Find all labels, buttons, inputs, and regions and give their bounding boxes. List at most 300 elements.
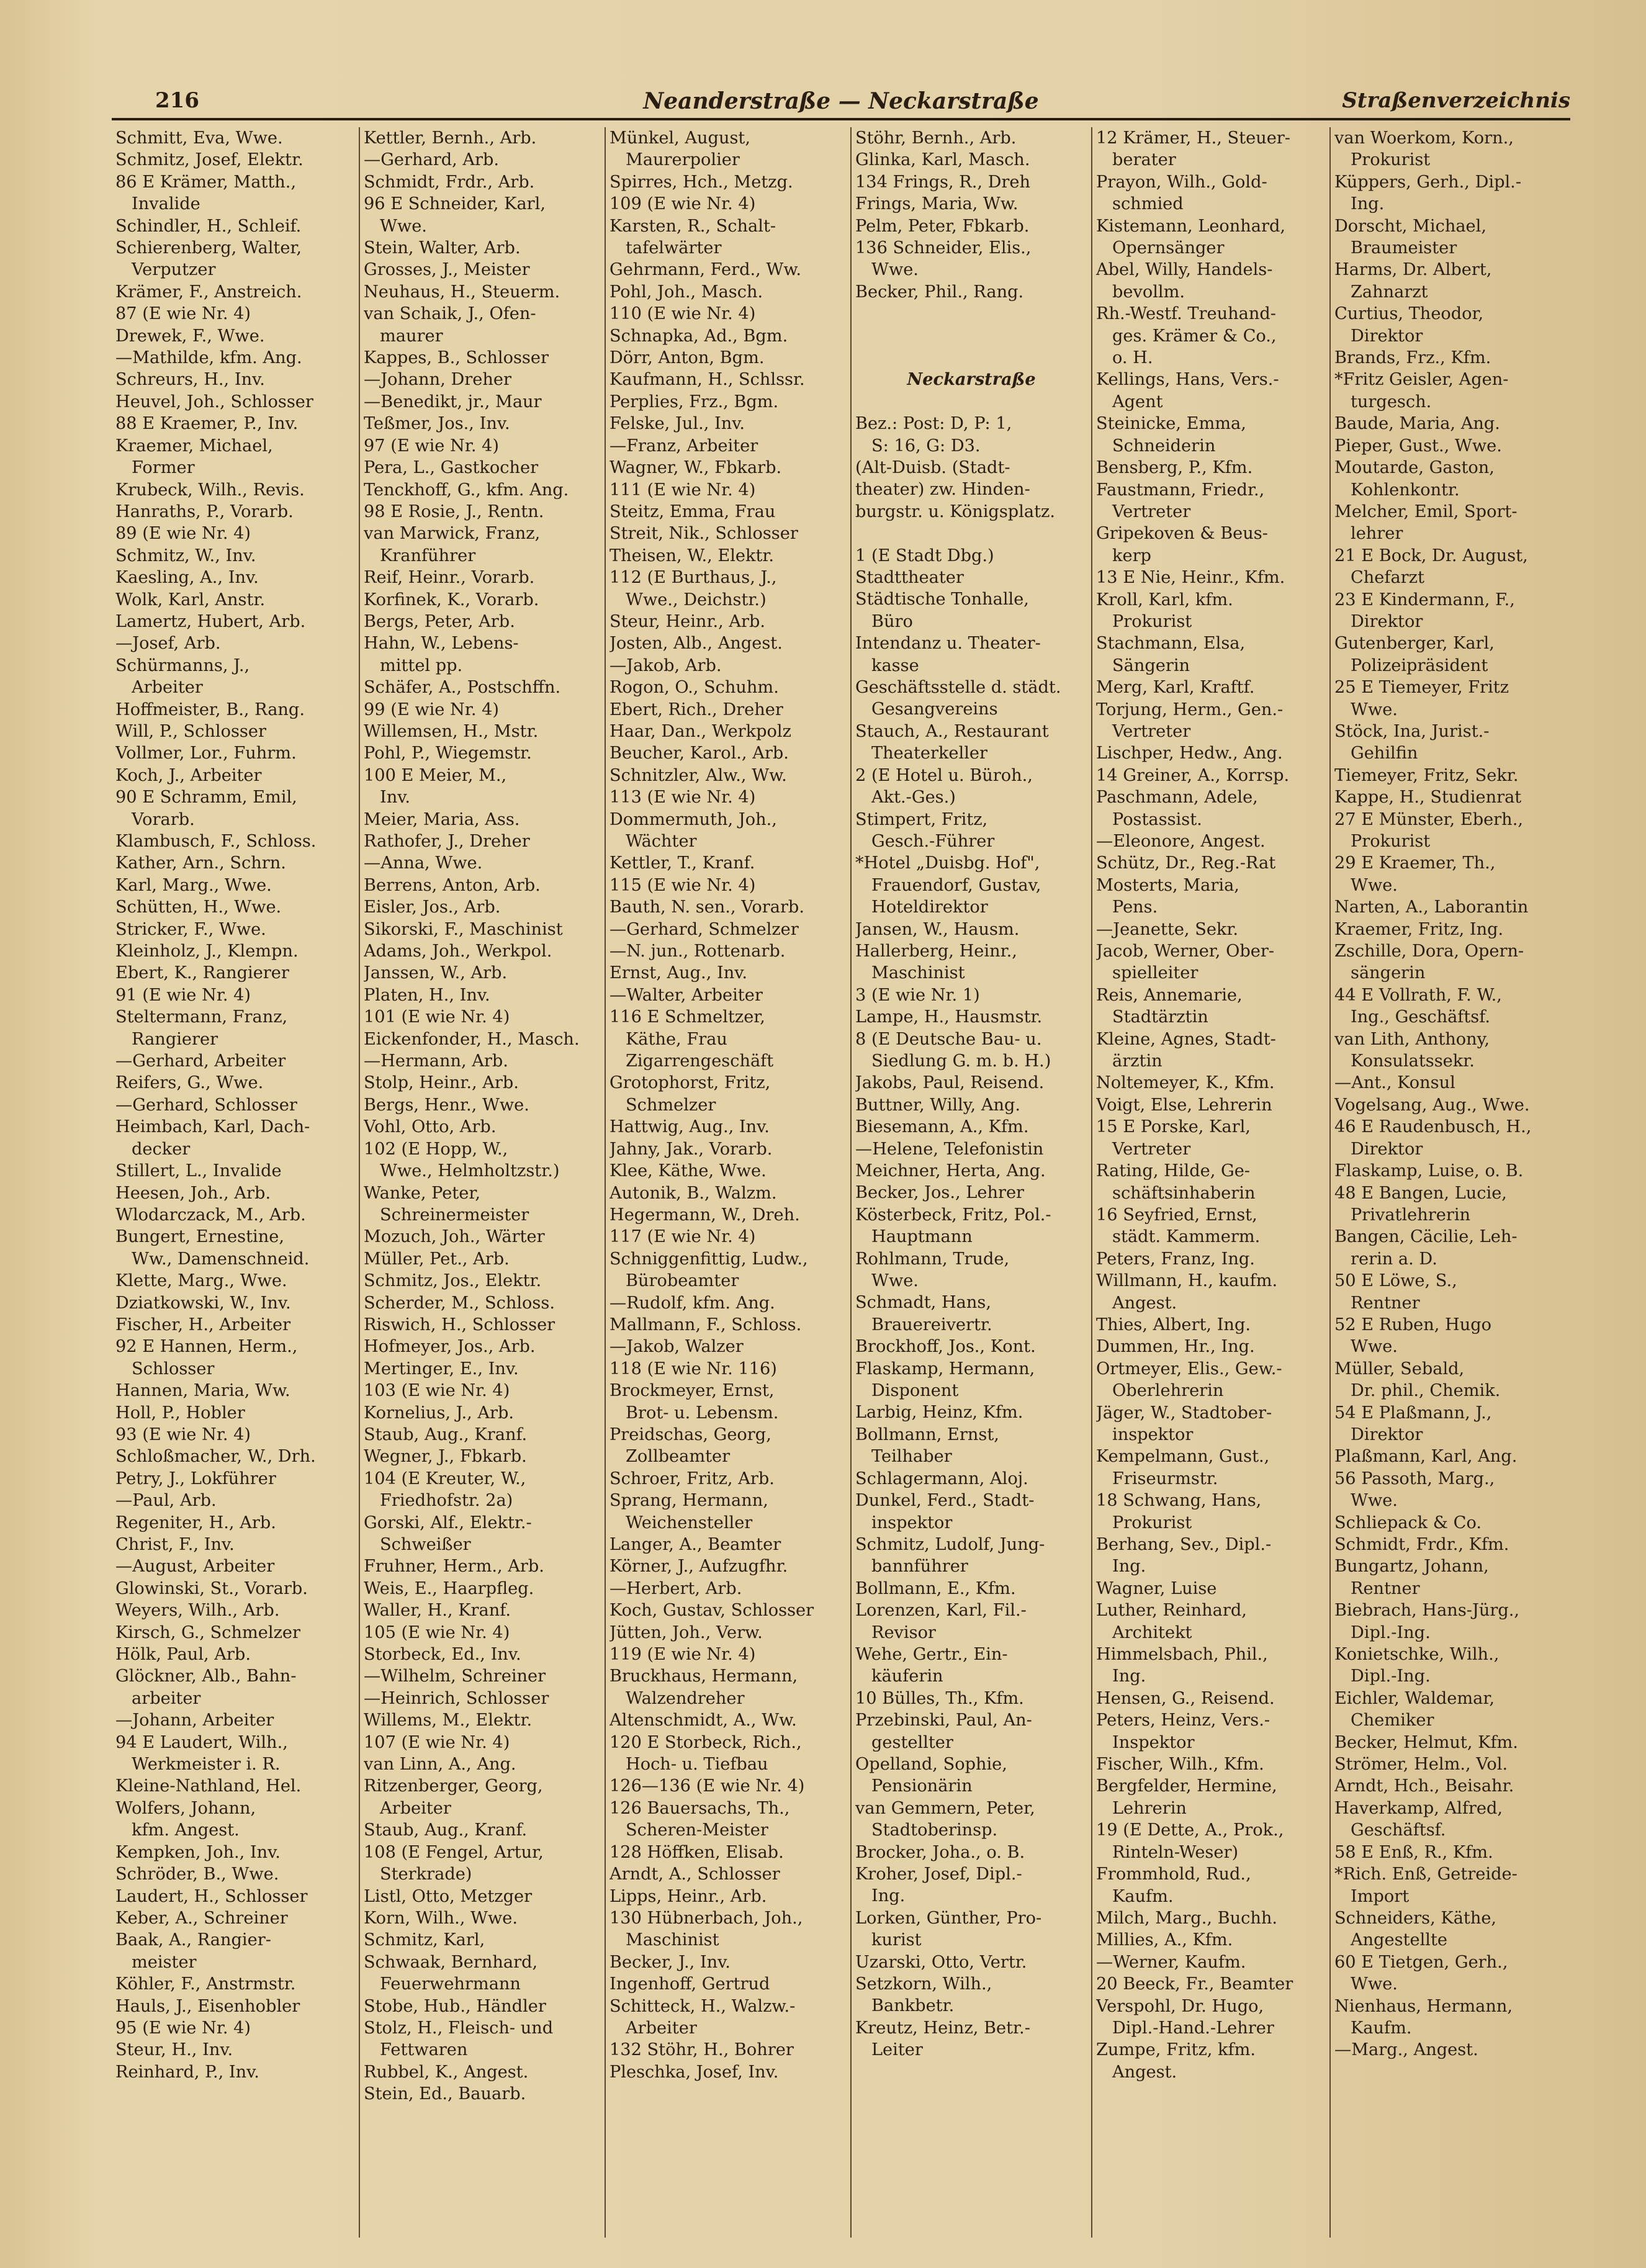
directory-entry-line: Vertreter [1112, 502, 1191, 521]
directory-entry-line: städt. Kammerm. [1112, 1227, 1261, 1247]
directory-entry-line: Ing. [1351, 194, 1385, 214]
directory-entry-line: Gripekoven & Beus- [1096, 524, 1268, 544]
directory-entry-line: Schneiderin [1112, 436, 1216, 456]
directory-entry-line: Konietschke, Wilh., [1334, 1645, 1500, 1665]
directory-entry-line: Schloßmacher, W., Drh. [115, 1447, 316, 1467]
directory-entry-line: Noltemeyer, K., Kfm. [1096, 1073, 1275, 1093]
directory-entry-line: 100 E Meier, M., [364, 765, 507, 785]
directory-entry-line: Becker, J., Inv. [609, 1952, 731, 1972]
directory-entry-line: Bergfelder, Hermine, [1096, 1776, 1277, 1796]
directory-entry-line: —Heinrich, Schlosser [364, 1688, 549, 1708]
directory-entry-line: Bankbetr. [871, 1996, 955, 2016]
directory-entry-line: Ing. [1112, 1557, 1146, 1577]
column-1 [112, 127, 346, 2238]
directory-entry-line: Brocker, Joha., o. B. [855, 1842, 1025, 1862]
directory-entry-line: Rangierer [132, 1029, 218, 1049]
directory-entry-line: Schmelzer [626, 1095, 716, 1115]
directory-entry-line: Stillert, L., Invalide [115, 1161, 282, 1181]
directory-entry-line: Bungert, Ernestine, [115, 1227, 284, 1247]
directory-entry-line: Regeniter, H., Arb. [115, 1513, 276, 1532]
directory-entry-line: Lehrerin [1112, 1798, 1187, 1818]
directory-entry-line: 119 (E wie Nr. 4) [609, 1645, 756, 1665]
directory-entry-line: Kistemann, Leonhard, [1096, 216, 1286, 236]
directory-entry-line: Siedlung G. m. b. H.) [871, 1051, 1051, 1071]
directory-entry-line: Pieper, Gust., Wwe. [1334, 436, 1502, 456]
directory-entry-line: Hölk, Paul, Arb. [115, 1645, 251, 1665]
directory-entry-line: Gutenberger, Karl, [1334, 634, 1495, 654]
directory-entry-line: Willems, M., Elektr. [364, 1711, 533, 1730]
directory-entry-line: Verspohl, Dr. Hugo, [1096, 1996, 1264, 2016]
directory-entry-line: Preidschas, Georg, [609, 1424, 771, 1444]
directory-entry-line: Chefarzt [1351, 568, 1424, 588]
directory-entry-line: Wwe. [1351, 1491, 1398, 1511]
directory-entry-line: Import [1351, 1886, 1410, 1906]
directory-entry-line: Mozuch, Joh., Wärter [364, 1227, 545, 1247]
directory-entry-line: Geschäftsf. [1351, 1820, 1446, 1840]
directory-entry-line: Drewek, F., Wwe. [115, 326, 265, 346]
directory-entry-line: Strömer, Helm., Vol. [1334, 1755, 1508, 1775]
directory-entry-line: Steinicke, Emma, [1096, 414, 1246, 434]
directory-entry-line: Torjung, Herm., Gen.- [1096, 700, 1284, 719]
directory-entry-line: Schniggenfittig, Ludw., [609, 1249, 808, 1269]
directory-entry-line: Bangen, Cäcilie, Leh- [1334, 1227, 1518, 1247]
directory-entry-line: 102 (E Hopp, W., [364, 1139, 508, 1159]
directory-entry-line: Schliepack & Co. [1334, 1513, 1482, 1532]
directory-entry-line: spielleiter [1112, 963, 1199, 983]
directory-entry-line: 29 E Kraemer, Th., [1334, 853, 1496, 873]
directory-entry-line: Janssen, W., Arb. [364, 963, 508, 983]
directory-entry-line: Bollmann, E., Kfm. [855, 1578, 1016, 1598]
directory-entry-line: gestellter [871, 1732, 953, 1752]
directory-entry-line: Direktor [1351, 1139, 1423, 1159]
directory-entry-line: Buttner, Willy, Ang. [855, 1095, 1021, 1115]
directory-entry-line: —Walter, Arbeiter [609, 985, 763, 1005]
directory-entry-line: Hannen, Maria, Ww. [115, 1381, 290, 1401]
directory-entry-line: 105 (E wie Nr. 4) [364, 1622, 510, 1642]
directory-entry-line: Korfinek, K., Vorarb. [364, 590, 539, 610]
directory-entry-line: Former [132, 458, 195, 478]
directory-entry-line: 108 (E Fengel, Artur, [364, 1842, 544, 1862]
directory-entry-line: —August, Arbeiter [115, 1557, 275, 1577]
directory-entry-line: Fischer, Wilh., Kfm. [1096, 1755, 1264, 1775]
directory-entry-line: Rating, Hilde, Ge- [1096, 1161, 1250, 1181]
directory-entry-line: arbeiter [132, 1688, 201, 1708]
directory-entry-line: 18 Schwang, Hans, [1096, 1491, 1262, 1511]
directory-entry-line: —Marg., Angest. [1334, 2040, 1478, 2060]
directory-entry-line: Wwe. [1351, 875, 1398, 895]
directory-entry-line: Zollbeamter [626, 1447, 731, 1467]
directory-entry-line: 14 Greiner, A., Korrsp. [1096, 765, 1290, 785]
directory-entry-line: Schitteck, H., Walzw.- [609, 1996, 796, 2016]
directory-entry-line: Klambusch, F., Schloss. [115, 832, 317, 851]
directory-entry-line: Hallerberg, Heinr., [855, 941, 1017, 961]
directory-entry-line: Weis, E., Haarpfleg. [364, 1578, 534, 1598]
directory-entry-line: Opelland, Sophie, [855, 1754, 1007, 1774]
directory-entry-line: Willmann, H., kaufm. [1096, 1271, 1278, 1291]
directory-entry-line: Schneiders, Käthe, [1334, 1908, 1497, 1928]
directory-entry-line: Krubeck, Wilh., Revis. [115, 480, 305, 500]
directory-entry-line: —Gerhard, Arbeiter [115, 1051, 286, 1071]
directory-entry-line: Maschinist [871, 963, 965, 983]
directory-entry-line: Stöhr, Bernh., Arb. [855, 128, 1017, 148]
directory-entry-line: Bollmann, Ernst, [855, 1424, 999, 1444]
directory-entry-line: Jütten, Joh., Verw. [609, 1622, 763, 1642]
directory-entry-line: Hoffmeister, B., Rang. [115, 700, 305, 719]
directory-entry-line: Gorski, Alf., Elektr.- [364, 1513, 532, 1532]
directory-entry-line: tafelwärter [626, 238, 722, 258]
directory-entry-line: Angestellte [1351, 1930, 1448, 1950]
directory-entry-line: —Johann, Dreher [364, 370, 511, 390]
directory-entry-line: 20 Beeck, Fr., Beamter [1096, 1974, 1293, 1994]
directory-entry-line: Kaufm. [1351, 2018, 1412, 2038]
directory-entry-line: Stöck, Ina, Jurist.- [1334, 721, 1490, 741]
directory-entry-line [855, 347, 1087, 369]
directory-entry-line: Stricker, F., Wwe. [115, 919, 266, 939]
directory-entry-line: Faustmann, Friedr., [1096, 480, 1265, 500]
directory-entry-line: Felske, Jul., Inv. [609, 414, 745, 434]
directory-entry-line: Brockmeyer, Ernst, [609, 1381, 775, 1401]
directory-entry-line: Arndt, A., Schlosser [609, 1865, 780, 1884]
directory-entry-line: Dörr, Anton, Bgm. [609, 348, 765, 368]
directory-entry-line: 54 E Plaßmann, J., [1334, 1403, 1492, 1423]
directory-entry-line: Stadtoberinsp. [871, 1820, 998, 1840]
directory-entry-line: —Gerhard, Schmelzer [609, 919, 799, 939]
directory-entry-line: Ebert, K., Rangierer [115, 963, 289, 983]
directory-entry-line: 109 (E wie Nr. 4) [609, 194, 756, 214]
directory-entry-line: Keber, A., Schreiner [115, 1908, 288, 1928]
directory-entry-line: Lipps, Heinr., Arb. [609, 1886, 767, 1906]
directory-entry-line: Friedhofstr. 2a) [380, 1491, 513, 1511]
directory-entry-line: inspektor [871, 1513, 953, 1532]
directory-entry-line: —Rudolf, kfm. Ang. [609, 1293, 775, 1313]
directory-entry-line: Rentner [1351, 1293, 1420, 1313]
directory-entry-line: Hattwig, Aug., Inv. [609, 1117, 770, 1137]
directory-entry-line: 92 E Hannen, Herm., [115, 1337, 298, 1357]
directory-entry-line: 86 E Krämer, Matth., [115, 172, 297, 192]
directory-entry-line: Kraemer, Michael, [115, 436, 273, 456]
directory-entry-line: van Woerkom, Korn., [1334, 128, 1514, 148]
directory-entry-line: Postassist. [1112, 809, 1202, 829]
directory-entry-line: 112 (E Burthaus, J., [609, 568, 777, 588]
directory-entry-line: Werkmeister i. R. [132, 1755, 281, 1775]
directory-entry-line: Brot- u. Lebensm. [626, 1403, 779, 1423]
directory-entry-line: Schmitz, Jos., Elektr. [364, 1271, 542, 1291]
directory-entry-line: Hoteldirektor [871, 898, 988, 917]
directory-entry-line: Gesangvereins [871, 700, 998, 719]
directory-entry-line: Schmadt, Hans, [855, 1293, 991, 1313]
directory-entry-line: Wwe. [871, 260, 919, 280]
directory-entry-line: Lorenzen, Karl, Fil.- [855, 1601, 1027, 1621]
directory-entry-line: Stobe, Hub., Händler [364, 1996, 546, 2016]
directory-entry-line: Bürobeamter [626, 1271, 739, 1291]
directory-entry-line: van Schaik, J., Ofen- [364, 304, 536, 324]
directory-entry-line: 10 Bülles, Th., Kfm. [855, 1688, 1024, 1708]
directory-entry-line: —Mathilde, kfm. Ang. [115, 348, 302, 368]
directory-entry-line: Perplies, Frz., Bgm. [609, 392, 779, 412]
directory-entry-line: Paschmann, Adele, [1096, 788, 1258, 808]
directory-entry-line: 104 (E Kreuter, W., [364, 1469, 526, 1488]
directory-entry-line: Arbeiter [132, 678, 203, 698]
directory-entry-line: Kroll, Karl, kfm. [1096, 590, 1233, 610]
columns-container [112, 127, 1570, 2238]
directory-entry-line: Schmitz, W., Inv. [115, 546, 256, 565]
directory-entry-line: Holl, P., Hobler [115, 1403, 245, 1423]
directory-entry-line: —Eleonore, Angest. [1096, 832, 1266, 851]
directory-entry-line: Agent [1112, 392, 1163, 412]
directory-entry-line: Scherder, M., Schloss. [364, 1293, 555, 1313]
directory-entry-line: Neuhaus, H., Steuerm. [364, 282, 560, 302]
directory-entry-line: Setzkorn, Wilh., [855, 1974, 992, 1994]
directory-entry-line: Steltermann, Franz, [115, 1007, 288, 1027]
directory-entry-line: Inspektor [1112, 1732, 1195, 1752]
directory-entry-line: Karl, Marg., Wwe. [115, 875, 272, 895]
directory-entry-line: Peters, Franz, Ing. [1096, 1249, 1255, 1269]
directory-entry-line: Gehilfin [1351, 744, 1418, 763]
directory-entry-line: Himmelsbach, Phil., [1096, 1645, 1268, 1665]
directory-entry-line: Wwe., Deichstr.) [626, 590, 767, 610]
directory-entry-line: 52 E Ruben, Hugo [1334, 1315, 1491, 1334]
directory-entry-line: Dummen, Hr., Ing. [1096, 1337, 1255, 1357]
directory-entry-line: Abel, Willy, Handels- [1096, 260, 1273, 280]
directory-entry-line: 60 E Tietgen, Gerh., [1334, 1952, 1508, 1972]
directory-entry-line: kerp [1112, 546, 1151, 565]
directory-entry-line: Jansen, W., Hausm. [855, 919, 1020, 939]
directory-entry-line: Willemsen, H., Mstr. [364, 721, 539, 741]
directory-entry-line: 1 (E Stadt Dbg.) [855, 546, 994, 565]
directory-entry-line: Autonik, B., Walzm. [609, 1183, 777, 1203]
directory-entry-line: Listl, Otto, Metzger [364, 1886, 533, 1906]
directory-entry-line: turgesch. [1351, 392, 1432, 412]
directory-entry-line: Schierenberg, Walter, [115, 238, 302, 258]
directory-entry-line: Akt.-Ges.) [871, 788, 956, 808]
directory-entry-line: mittel pp. [380, 655, 463, 675]
directory-entry-line: Plaßmann, Karl, Ang. [1334, 1447, 1518, 1467]
directory-entry-line: 56 Passoth, Marg., [1334, 1469, 1495, 1488]
directory-entry-line: Stein, Walter, Arb. [364, 238, 521, 258]
directory-entry-line: 21 E Bock, Dr. August, [1334, 546, 1528, 565]
directory-entry-line: Wwe. [1351, 700, 1398, 719]
directory-entry-line: Feuerwehrmann [380, 1974, 521, 1994]
directory-entry-line: Hensen, G., Reisend. [1096, 1688, 1275, 1708]
directory-entry-line: Reis, Annemarie, [1096, 985, 1243, 1005]
directory-entry-line: Zschille, Dora, Opern- [1334, 942, 1524, 961]
directory-entry-line: Vertreter [1112, 1139, 1191, 1159]
directory-entry-line: Adams, Joh., Werkpol. [364, 942, 552, 961]
directory-entry-line: Münkel, August, [609, 128, 750, 148]
directory-entry-line: Verputzer [132, 260, 216, 280]
directory-entry-line [855, 391, 1087, 413]
directory-entry-line: Milch, Marg., Buchh. [1096, 1908, 1278, 1928]
directory-entry-line: 97 (E wie Nr. 4) [364, 436, 500, 456]
directory-entry-line: Teilhaber [871, 1447, 952, 1467]
directory-entry-line: Theaterkeller [871, 744, 987, 763]
directory-entry-line: Prokurist [1351, 150, 1431, 170]
directory-entry-line: Kraemer, Fritz, Ing. [1334, 919, 1504, 939]
directory-entry-line: Stachmann, Elsa, [1096, 634, 1246, 654]
directory-entry-line: Harms, Dr. Albert, [1334, 260, 1492, 280]
directory-entry-line: Schmitz, Karl, [364, 1930, 485, 1950]
directory-entry-line: —Paul, Arb. [115, 1491, 217, 1511]
directory-entry-line: sängerin [1351, 963, 1426, 983]
directory-entry-line: van Gemmern, Peter, [855, 1798, 1035, 1818]
directory-entry-line: —Wilhelm, Schreiner [364, 1667, 546, 1686]
directory-entry-line: Hanraths, P., Vorarb. [115, 502, 294, 521]
directory-entry-line: Ortmeyer, Elis., Gew.- [1096, 1359, 1282, 1379]
directory-entry-line: Schreurs, H., Inv. [115, 370, 265, 390]
directory-entry-line: inspektor [1112, 1424, 1194, 1444]
directory-entry-line: Invalide [132, 194, 200, 214]
directory-entry-line: Baak, A., Rangier- [115, 1930, 271, 1950]
directory-entry-line: Kleine-Nathland, Hel. [115, 1776, 302, 1796]
directory-entry-line: Ingenhoff, Gertrud [609, 1974, 770, 1994]
directory-entry-line: ärztin [1112, 1051, 1163, 1071]
directory-entry-line: Wagner, W., Fbkarb. [609, 458, 782, 478]
directory-entry-line: Chemiker [1351, 1711, 1434, 1730]
directory-entry-line: Rentner [1351, 1578, 1420, 1598]
directory-entry-line: Angest. [1112, 1293, 1177, 1313]
directory-entry-line: Hofmeyer, Jos., Arb. [364, 1337, 536, 1357]
directory-entry-line: 8 (E Deutsche Bau- u. [855, 1029, 1042, 1049]
directory-entry-line: Beucher, Karol., Arb. [609, 744, 789, 763]
directory-entry-line: Millies, A., Kfm. [1096, 1930, 1233, 1950]
directory-entry-line: Hauls, J., Eisenhobler [115, 1996, 300, 2016]
directory-entry-line: Wwe. [871, 1271, 919, 1291]
directory-entry-line: Rogon, O., Schuhm. [609, 678, 779, 698]
directory-entry-line: Brands, Frz., Kfm. [1334, 348, 1491, 368]
directory-entry-line: 50 E Löwe, S., [1334, 1271, 1457, 1291]
directory-entry-line: Kettler, Bernh., Arb. [364, 128, 537, 148]
directory-entry-line: Bergs, Peter, Arb. [364, 611, 515, 631]
directory-entry-line: Rohlmann, Trude, [855, 1249, 1010, 1269]
directory-entry-line: —Werner, Kaufm. [1096, 1952, 1246, 1972]
directory-entry-line: Arbeiter [380, 1798, 451, 1818]
directory-entry-line: Dorscht, Michael, [1334, 216, 1486, 236]
column-5 [1091, 127, 1326, 2238]
directory-entry-line: 103 (E wie Nr. 4) [364, 1381, 510, 1401]
directory-entry-line: —Anna, Wwe. [364, 853, 483, 873]
directory-entry-line: Konsulatssekr. [1351, 1051, 1475, 1071]
directory-entry-line: Frauendorf, Gustav, [871, 875, 1041, 895]
directory-entry-line: Schlosser [132, 1359, 215, 1379]
directory-entry-line: Vogelsang, Aug., Wwe. [1334, 1095, 1530, 1115]
directory-entry-line: Kappe, H., Studienrat [1334, 788, 1522, 808]
directory-entry-line: 136 Schneider, Elis., [855, 238, 1032, 258]
directory-entry-line: 118 (E wie Nr. 116) [609, 1359, 777, 1379]
directory-entry-line: Koch, Gustav, Schlosser [609, 1601, 814, 1621]
directory-entry-line: Baude, Maria, Ang. [1334, 414, 1500, 434]
directory-entry-line: Leiter [871, 2040, 923, 2060]
directory-entry-line: Stolp, Heinr., Arb. [364, 1073, 519, 1093]
directory-entry-line: decker [132, 1139, 191, 1159]
directory-entry-line: Revisor [871, 1622, 936, 1642]
directory-entry-line: Pohl, Joh., Masch. [609, 282, 763, 302]
directory-entry-line: *Hotel „Duisbg. Hof", [855, 853, 1040, 873]
directory-entry-line: Meichner, Herta, Ang. [855, 1161, 1046, 1181]
directory-entry-line: Riswich, H., Schlosser [364, 1315, 555, 1334]
directory-entry-line: (Alt-Duisb. (Stadt- [855, 458, 1010, 478]
directory-entry-line: Küppers, Gerh., Dipl.- [1334, 172, 1522, 192]
directory-entry-line: Kaufm. [1112, 1886, 1174, 1906]
directory-entry-line: Gehrmann, Ferd., Ww. [609, 260, 802, 280]
directory-entry-line: Becker, Helmut, Kfm. [1334, 1732, 1518, 1752]
directory-entry-line: Arbeiter [626, 2018, 697, 2038]
directory-entry-line: Eisler, Jos., Arb. [364, 898, 501, 917]
directory-entry-line: Kleinholz, J., Klempn. [115, 942, 299, 961]
directory-entry-line: Oberlehrerin [1112, 1381, 1224, 1401]
directory-entry-line: Vorarb. [132, 809, 195, 829]
directory-entry-line: 16 Seyfried, Ernst, [1096, 1205, 1257, 1225]
directory-entry-line: Weyers, Wilh., Arb. [115, 1601, 280, 1621]
directory-entry-line: Steur, H., Inv. [115, 2040, 233, 2060]
directory-entry-line: Berrens, Anton, Arb. [364, 875, 541, 895]
directory-entry-line: Streit, Nik., Schlosser [609, 524, 798, 544]
directory-entry-line: van Marwick, Franz, [364, 524, 541, 544]
directory-entry-line: Will, P., Schlosser [115, 721, 266, 741]
directory-entry-line: Hahn, W., Lebens- [364, 634, 519, 654]
directory-entry-line: Korn, Wilh., Wwe. [364, 1908, 518, 1928]
directory-entry-line: Altenschmidt, A., Ww. [609, 1711, 797, 1730]
directory-entry-line: Klee, Käthe, Wwe. [609, 1161, 767, 1181]
directory-entry-line: Stimpert, Fritz, [855, 809, 988, 829]
directory-entry-line: Rh.-Westf. Treuhand- [1096, 304, 1276, 324]
directory-entry-line: burgstr. u. Königsplatz. [855, 502, 1055, 521]
directory-entry-line: Pera, L., Gastkocher [364, 458, 539, 478]
directory-entry-line: 126 Bauersachs, Th., [609, 1798, 790, 1818]
directory-entry-line: Fischer, H., Arbeiter [115, 1315, 291, 1334]
directory-entry-line: —Josef, Arb. [115, 634, 221, 654]
directory-entry-line: Wegner, J., Fbkarb. [364, 1447, 527, 1467]
directory-entry-line: Disponent [871, 1381, 959, 1401]
directory-entry-line: Grosses, J., Meister [364, 260, 530, 280]
directory-entry-line: Voigt, Else, Lehrerin [1096, 1095, 1272, 1115]
directory-entry-line: Jahny, Jak., Vorarb. [609, 1139, 773, 1159]
directory-entry-line: Schwaak, Bernhard, [364, 1952, 538, 1972]
directory-entry-line: Schnapka, Ad., Bgm. [609, 326, 788, 346]
directory-entry-line: Friseurmstr. [1112, 1469, 1218, 1488]
directory-entry-line: Pelm, Peter, Fbkarb. [855, 216, 1030, 236]
directory-entry-line: Müller, Pet., Arb. [364, 1249, 510, 1269]
directory-entry-line: Kaesling, A., Inv. [115, 568, 259, 588]
directory-entry-line: Kroher, Josef, Dipl.- [855, 1865, 1022, 1884]
directory-entry-line: Städtische Tonhalle, [855, 590, 1029, 610]
directory-entry-line: Polizeipräsident [1351, 655, 1488, 675]
directory-entry-line: Luther, Reinhard, [1096, 1601, 1247, 1621]
directory-entry-line: Haverkamp, Alfred, [1334, 1798, 1503, 1818]
directory-entry-line: Langer, A., Beamter [609, 1535, 781, 1554]
section-title: Straßenverzeichnis [1342, 88, 1570, 113]
directory-entry-line: Kohlenkontr. [1351, 480, 1460, 500]
directory-entry-line: Merg, Karl, Kraftf. [1096, 678, 1255, 698]
directory-entry-line: Ing., Geschäftsf. [1351, 1007, 1490, 1027]
running-title: Neanderstraße — Neckarstraße [643, 88, 1039, 114]
column-6 [1329, 127, 1570, 2238]
directory-entry-line: 107 (E wie Nr. 4) [364, 1732, 510, 1752]
directory-entry-line: Architekt [1112, 1622, 1192, 1642]
directory-entry-line: Kösterbeck, Fritz, Pol.- [855, 1205, 1051, 1225]
directory-entry-line: Vollmer, Lor., Fuhrm. [115, 744, 297, 763]
directory-entry-line: Heimbach, Karl, Dach- [115, 1117, 310, 1137]
directory-entry-line: 48 E Bangen, Lucie, [1334, 1183, 1507, 1203]
directory-entry-line: Schmidt, Frdr., Arb. [364, 172, 535, 192]
directory-entry-line: Köhler, F., Anstrmstr. [115, 1974, 296, 1994]
directory-entry-line: Inv. [380, 788, 411, 808]
directory-entry-line: Peters, Heinz, Vers.- [1096, 1711, 1270, 1730]
directory-entry-line: Stadttheater [855, 568, 964, 588]
directory-entry-line: Schürmanns, J., [115, 655, 250, 675]
directory-entry-line: 134 Frings, R., Dreh [855, 172, 1031, 192]
directory-entry-line: bevollm. [1112, 282, 1185, 302]
directory-entry-line: bannführer [871, 1557, 968, 1577]
